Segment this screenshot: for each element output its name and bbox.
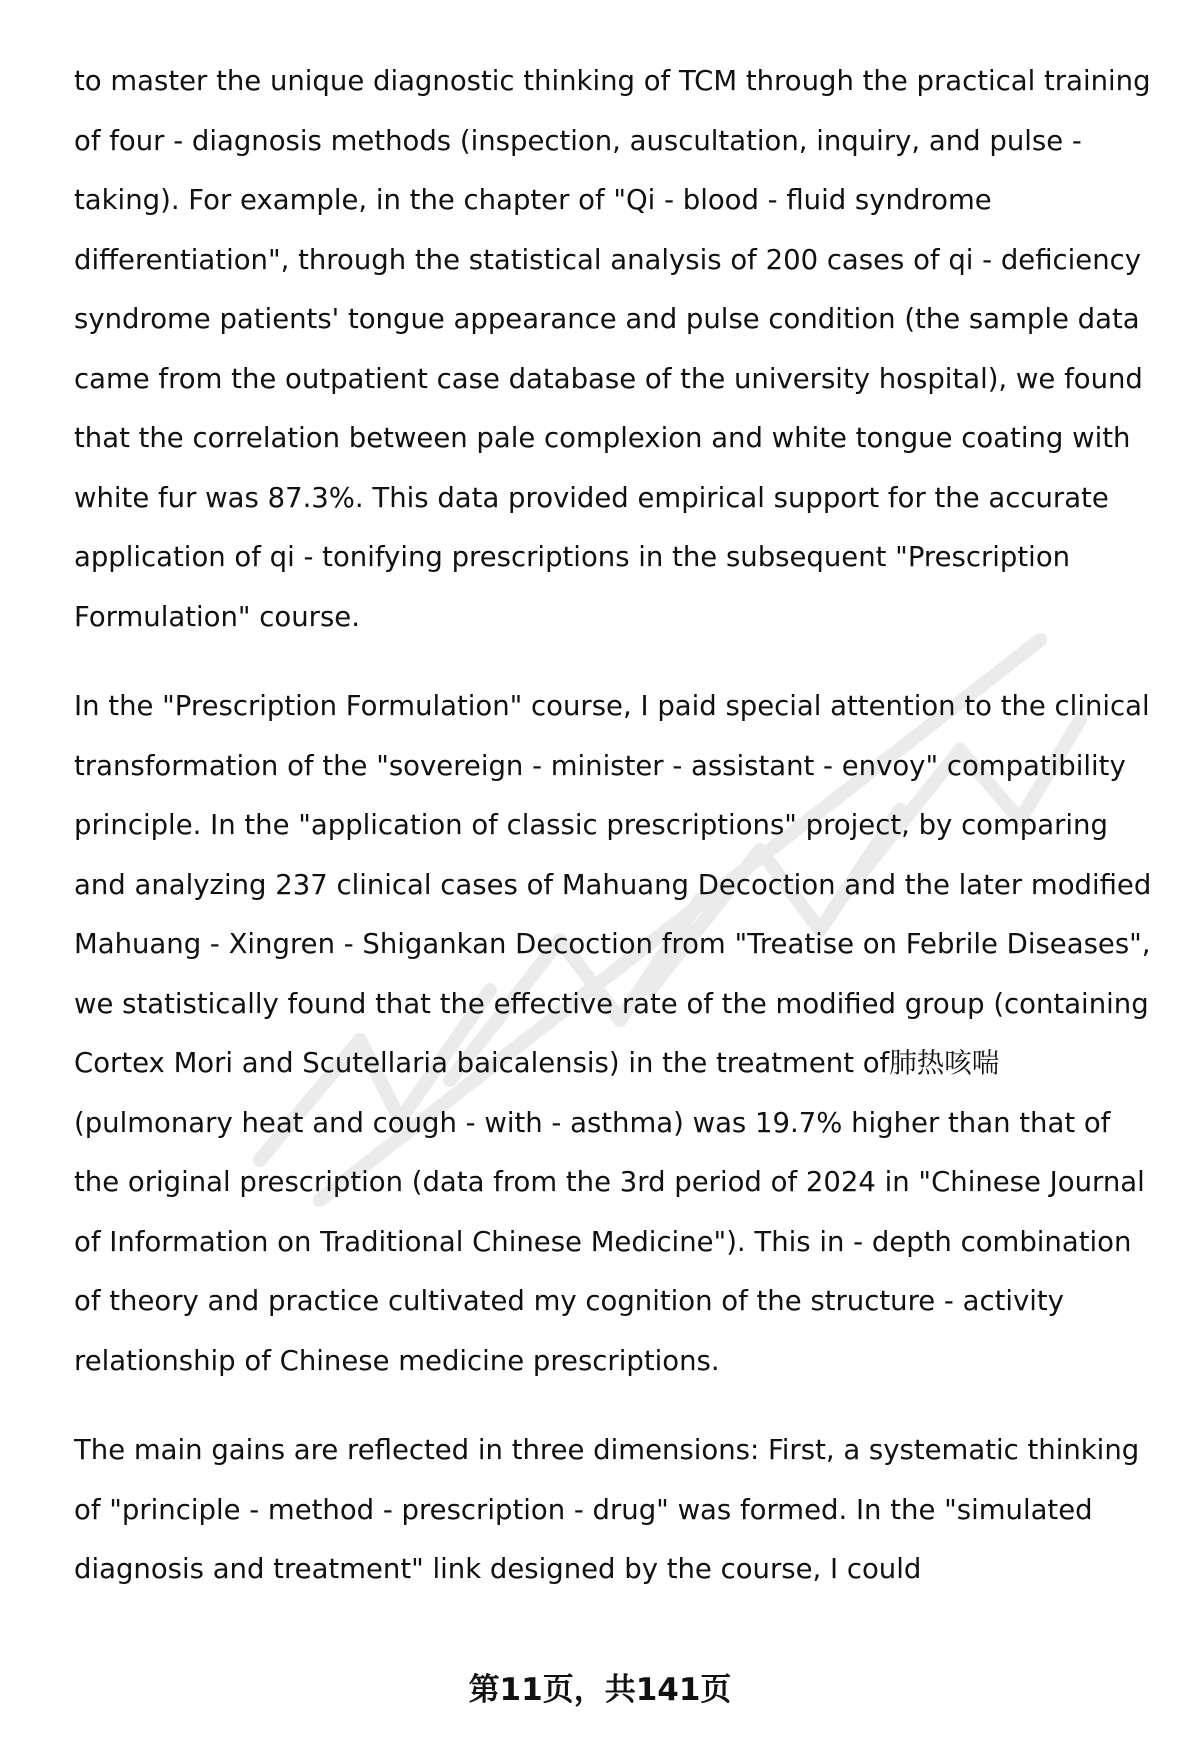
document-body — [74, 52, 1164, 1630]
paragraph-2: In the "Prescription Formulation" course, I paid special attention to the clinical transformation of the "sovereign - minister - assistant - envoy" compatibility principle. In the "application of classic prescriptions" project, by comparing and analyzing 237 clinical cases of Mahuang Decoction and the later modified Mahuang - Xingren - Shigankan Decoction from "Treatise on Febrile Diseases", we statistically found that the effective rate of the modified group (containing Cortex Mori and Scutellaria baicalensis) in the treatment of肺热咳喘 (pulmonary heat and cough - with - asthma) was 19.7% higher than that of the original prescription (data from the 3rd period of 2024 in "Chinese Journal of Information on Traditional Chinese Medicine"). This in - depth combination of theory and practice cultivated my cognition of the structure - activity relationship of Chinese medicine prescriptions. — [74, 690, 1152, 1377]
paragraph-1: to master the unique diagnostic thinking of TCM through the practical training of four - diagnosis methods (inspection, auscultation, inquiry, and pulse - taking). For example, in the chapter of "Qi - blood - fluid syndrome differentiation", through the statistical analysis of 200 cases of qi - deficiency syndrome patients' tongue appearance and pulse condition (the sample data came from the outpatient case database of the university hospital), we found that the correlation between pale complexion and white tongue coating with white fur was 87.3%. This data provided empirical support for the accurate application of qi - tonifying prescriptions in the subsequent "Prescription Formulation" course. — [74, 65, 1151, 633]
page-number-footer: 第11页，共141页 — [468, 1672, 732, 1708]
paragraph-3: The main gains are reflected in three dimensions: First, a systematic thinking of "principle - method - prescription - drug" was formed. In the "simulated diagnosis and treatment" link designed by the course, I could — [74, 1434, 1140, 1585]
